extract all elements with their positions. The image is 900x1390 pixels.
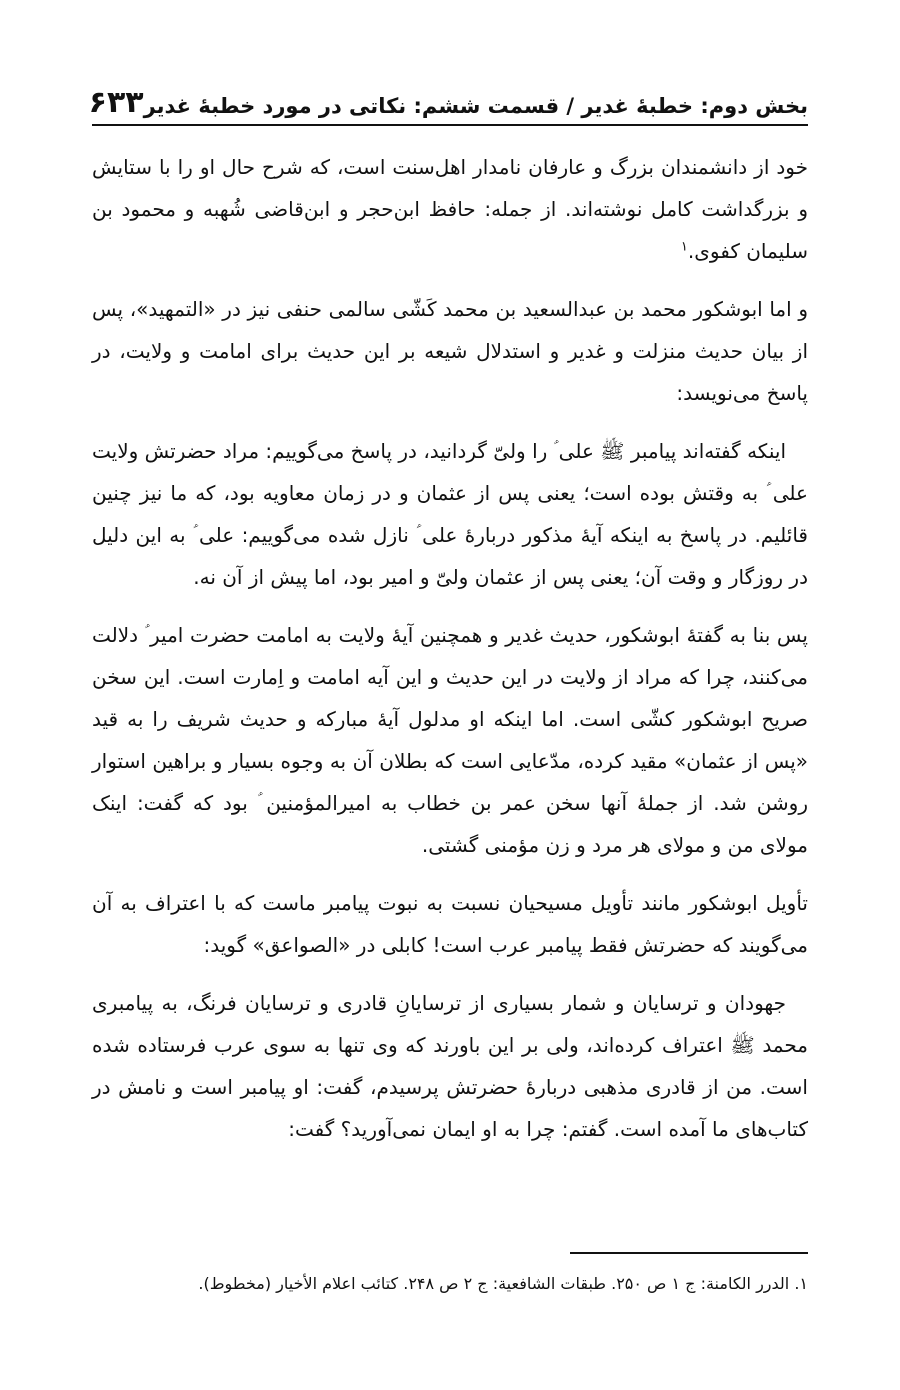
paragraph-6-quote: جهودان و ترسایان و شمار بسیاری از ترسایانِ قادری و ترسایان فرنگ، به پیامبری محمد ﷺ اعتراف کرده‌اند، ولی بر این باورند که وی تنها به سوی عرب فرستاده شده است. من از قادری مذهبی دربارهٔ حضرتش پرسیدم، گفت: او پیامبر است و نامش در کتاب‌های ما آمده است. گفتم: چرا به او ایمان نمی‌آورید؟ گفت: [92, 991, 808, 1141]
paragraph-1 [92, 146, 808, 272]
running-head: بخش دوم: خطبهٔ غدیر / قسمت ششم: نکاتی در مورد خطبهٔ غدیر [143, 94, 808, 118]
paragraph-3-quote: اینکه گفته‌اند پیامبر ﷺ علی ؑ را ولیّ گردانید، در پاسخ می‌گوییم: مراد حضرتش ولایت علی ؑ به وقتش بوده است؛ یعنی پس از عثمان و در زمان معاویه بود، که ما نیز چنین قائلیم. در پاسخ به اینکه آیهٔ مذکور دربارهٔ علی ؑ نازل شده می‌گوییم: علی ؑ به این دلیل در روزگار و وقت آن؛ یعنی پس از عثمان ولیّ و امیر بود، اما پیش از آن نه. [92, 439, 808, 589]
paragraph-1-text: خود از دانشمندان بزرگ و عارفان نامدار اهل‌سنت است، که شرح حال او را با ستایش و بزرگداشت کامل نوشته‌اند. از جمله: حافظ ابن‌حجر و ابن‌قاضی شُهبه و محمود بن سلیمان کفوی. [92, 155, 808, 263]
paragraph-2: و اما ابوشکور محمد بن عبدالسعید بن محمد کَشّی سالمی حنفی نیز در «التمهید»، پس از بیان حدیث منزلت و غدیر و استدلال شیعه بر این حدیث برای امامت و ولایت، در پاسخ می‌نویسد: [92, 297, 808, 405]
page-body [92, 146, 808, 1166]
footnote: ۱. الدرر الکامنة: ج ۱ ص ۲۵۰. طبقات الشافعیة: ج ۲ ص ۲۴۸. کتائب اعلام الأخیار (مخطوط). [198, 1274, 808, 1293]
footnote-divider [570, 1252, 808, 1254]
paragraph-5: تأویل ابوشکور مانند تأویل مسیحیان نسبت به نبوت پیامبر ماست که با اعتراف به آن می‌گویند که حضرتش فقط پیامبر عرب است! کابلی در «الصواعق» گوید: [92, 891, 808, 957]
page-number: ۶۳۳ [88, 85, 144, 120]
paragraph-4: پس بنا به گفتهٔ ابوشکور، حدیث غدیر و همچنین آیهٔ ولایت به امامت حضرت امیر ؑ دلالت می‌کنند، چرا که مراد از ولایت در این حدیث و این آیه امامت و اِمارت است. این سخن صریح ابوشکور کشّی است. اما اینکه او مدلول آیهٔ مبارکه و حدیث شریف را به قید «پس از عثمان» مقید کرده، مدّعایی است که بطلان آن به وجوه بسیار و براهین استوار روشن شد. از جملهٔ آنها سخن عمر بن خطاب به امیرالمؤمنین ؑ بود که گفت: اینک مولای من و مولای هر مرد و زن مؤمنی گشتی. [92, 623, 808, 857]
page-header [88, 70, 808, 126]
footnote-marker: ۱ [680, 239, 688, 255]
